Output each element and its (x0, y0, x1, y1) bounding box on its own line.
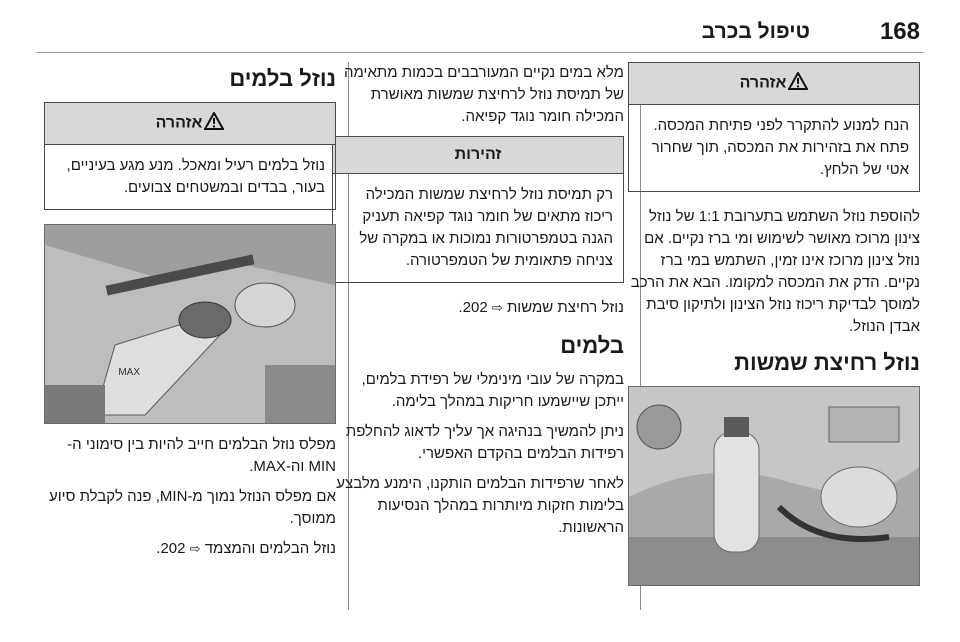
notice-box-header: זהירות (333, 137, 623, 174)
reference-text: נוזל רחיצת שמשות (506, 299, 624, 316)
washer-fill-paragraph: מלא במים נקיים המעורבבים בכמות מתאימה של תמיסת נוזל לרחיצת שמשות מאושרת המכילה חומר נוגד קפיאה. (344, 64, 624, 125)
brake-fluid-heading: נוזל בלמים (229, 66, 336, 91)
column-right (628, 62, 920, 586)
brake-fluid-reference (44, 538, 336, 560)
brake-reservoir-photo (44, 224, 336, 424)
warning-box-header (629, 63, 919, 105)
reference-page: 202. (458, 299, 488, 316)
notice-box-text: רק תמיסת נוזל לרחיצת שמשות המכילה ריכוז מתאים של חומר נוגד קפיאה תעניק הגנה בטמפרטורות נמוכות או במקרה של צניחה פתאומית של הטמפרטורה. (359, 186, 613, 269)
brakes-heading: בלמים (560, 333, 624, 358)
column-left (44, 62, 336, 568)
warning-box (628, 62, 920, 192)
coolant-refill-paragraph: להוספת נוזל השתמש בתערובת 1:1 של נוזל צינון מרוכז מאושר לשימוש ומי ברז נקיים. אם נוזל צינון מרוכז אינו זמין, השתמש במי ברז נקיים. הדק את המכסה למקומו. הבא את הרכב למוסך לבדיקת ריכוז נוזל הצינון ולתיקון סיבת אבדן הנוזל. (630, 208, 920, 335)
warning-box-text: נוזל בלמים רעיל ומאכל. מנע מגע בעיניים, בעור, בבדים ובמשטחים צבועים. (66, 157, 325, 196)
washer-reservoir-photo (628, 386, 920, 586)
header-rule (36, 52, 924, 53)
page-reference-arrow-icon: ⇨ (491, 300, 503, 315)
reference-page: 202. (156, 540, 186, 557)
warning-box-title: אזהרה (739, 74, 787, 92)
brakes-paragraph-2: ניתן להמשיך בנהיגה אך עליך לדאוג להחלפת רפידות הבלמים בהקדם האפשרי. (345, 423, 624, 462)
section-title: טיפול בכרב (701, 20, 810, 43)
washer-fluid-reference (332, 297, 624, 319)
brakes-paragraph-1: במקרה של עובי מינימלי של רפידת בלמים, ייתכן שיישמעו חריקות במהלך בלימה. (361, 371, 624, 410)
page-header (0, 0, 960, 54)
warning-box-title: אזהרה (155, 114, 203, 132)
brakes-paragraph-3: לאחר שרפידות הבלמים הותקנו, הימנע מלבצע בלימות חזקות מיותרות במהלך הנסיעות הראשונות. (336, 475, 624, 536)
warning-triangle-icon (788, 72, 808, 95)
max-marking-label: MAX (118, 367, 140, 378)
warning-box-brake-fluid (44, 102, 336, 210)
washer-fluid-heading: נוזל רחיצת שמשות (734, 350, 920, 375)
reference-text: נוזל הבלמים והמצמד (204, 540, 336, 557)
column-middle (332, 62, 624, 547)
brake-fluid-low-paragraph: אם מפלס הנוזל נמוך מ-MIN, פנה לקבלת סיוע ממוסך. (49, 488, 336, 527)
brake-fluid-level-paragraph: מפלס נוזל הבלמים חייב להיות בין סימוני ה-MIN וה-MAX. (67, 436, 336, 475)
page-number: 168 (879, 18, 920, 45)
warning-box-header (45, 103, 335, 145)
notice-box (332, 136, 624, 283)
warning-box-text: הנח למנוע להתקרר לפני פתיחת המכסה. פתח את בזהירות את המכסה, תוך שחרור אטי של הלחץ. (651, 117, 909, 178)
page-reference-arrow-icon: ⇨ (189, 541, 201, 556)
warning-triangle-icon (204, 112, 224, 135)
